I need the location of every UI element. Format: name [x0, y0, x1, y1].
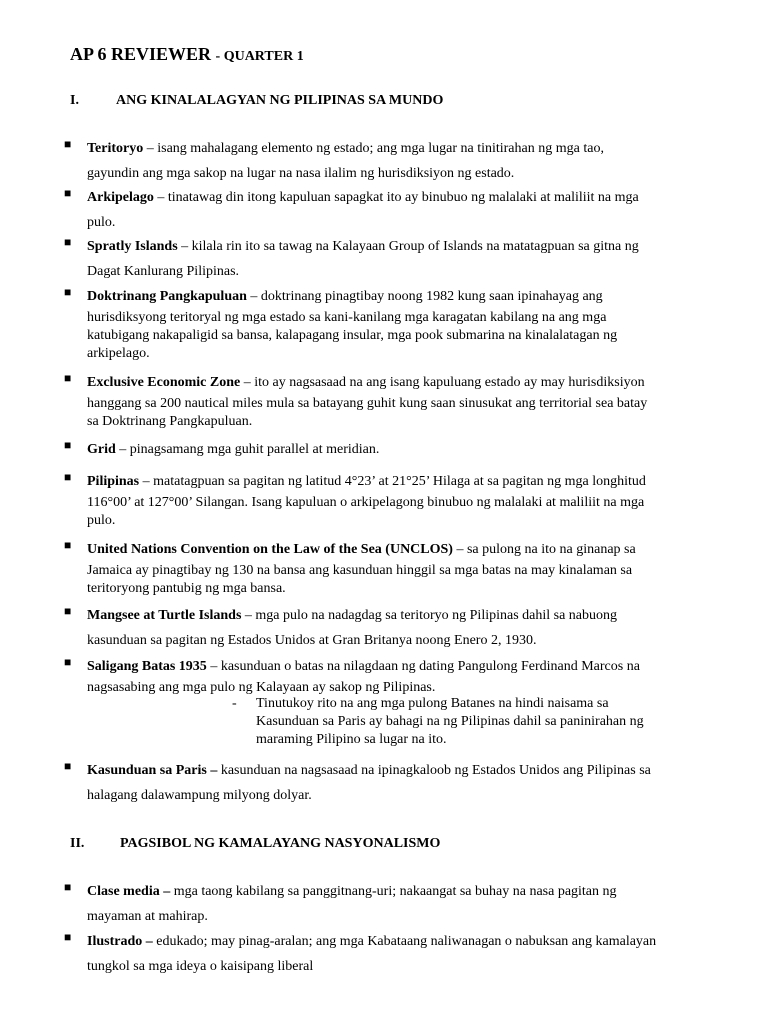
item-separator: –	[139, 474, 154, 489]
item-line: nagsasabing ang mga pulo ng Kalayaan ay sakop ng Pilipinas.	[87, 680, 436, 695]
item-separator: –	[240, 375, 255, 390]
item-separator: –	[143, 141, 158, 156]
list-item-ilustrado	[64, 929, 724, 979]
list-item-arkipelago	[64, 185, 724, 235]
list-item-teritoryo	[64, 136, 724, 186]
bullet-icon: ■	[64, 655, 72, 669]
title-text: AP 6 REVIEWER	[70, 44, 212, 64]
list-item-kasunduan-sa-paris	[64, 758, 724, 808]
item-line: sa Doktrinang Pangkapuluan.	[87, 414, 253, 429]
item-term: Grid	[87, 442, 116, 457]
bullet-icon: ■	[64, 604, 72, 618]
item-line: gayundin ang mga sakop na lugar na nasa ilalim ng hurisdiksiyon ng estado.	[87, 166, 515, 181]
item-line: mga pulo na nadagdag sa teritoryo ng Pilipinas dahil sa nabuong	[255, 608, 618, 623]
item-separator: –	[206, 659, 221, 674]
item-term: Mangsee at Turtle Islands	[87, 608, 242, 623]
item-term: Clase media –	[87, 884, 171, 899]
item-line: doktrinang pinagtibay noong 1982 kung saan ipinahayag ang	[260, 289, 603, 304]
item-line: ito ay nagsasaad na ang isang kapuluang estado ay may hurisdiksiyon	[254, 375, 645, 390]
bullet-icon: ■	[64, 371, 72, 385]
item-line: tinatawag din itong kapuluan sapagkat ito ay binubuo ng malalaki at maliliit na mga	[167, 190, 639, 205]
title-subtitle: - QUARTER 1	[215, 49, 304, 64]
item-separator: –	[452, 542, 467, 557]
list-item-saligang-batas-1935	[64, 654, 724, 697]
bullet-icon: ■	[64, 235, 72, 249]
item-term: Teritoryo	[87, 141, 144, 156]
item-line: pulo.	[87, 513, 116, 528]
list-item-mangsee-turtle-islands	[64, 603, 724, 653]
item-line: mga taong kabilang sa panggitnang-uri; nakaangat sa buhay na nasa pagitan ng	[173, 884, 617, 899]
bullet-icon: ■	[64, 538, 72, 552]
item-line: kasunduan o batas na nilagdaan ng dating Pangulong Ferdinand Marcos na	[220, 659, 640, 674]
note-line: maraming Pilipino sa lugar na ito.	[256, 732, 447, 747]
document-title	[70, 44, 304, 65]
item-line: kilala rin ito sa tawag na Kalayaan Group of Islands na matatagpuan sa gitna ng	[191, 239, 639, 254]
bullet-icon: ■	[64, 759, 72, 773]
bullet-icon: ■	[64, 880, 72, 894]
bullet-icon: ■	[64, 285, 72, 299]
bullet-icon: ■	[64, 438, 72, 452]
item-line: pulo.	[87, 215, 116, 230]
item-line: pinagsamang mga guhit parallel at meridian.	[129, 442, 380, 457]
item-line: tungkol sa mga ideya o kaisipang liberal	[87, 959, 314, 974]
item-line: Dagat Kanlurang Pilipinas.	[87, 264, 240, 279]
item-line: kasunduan na nagsasaad na ipinagkaloob ng Estados Unidos ang Pilipinas sa	[220, 763, 651, 778]
note-line: Tinutukoy rito na ang mga pulong Batanes na hindi naisama sa	[256, 696, 609, 711]
item-line: matatagpuan sa pagitan ng latitud 4°23’ at 21°25’ Hilaga at sa pagitan ng mga longhitud	[153, 474, 646, 489]
item-term: United Nations Convention on the Law of the Sea (UNCLOS)	[87, 542, 453, 557]
item-separator: –	[246, 289, 261, 304]
bullet-icon: ■	[64, 137, 72, 151]
list-item-unclos	[64, 537, 724, 598]
item-separator: –	[115, 442, 130, 457]
item-term: Kasunduan sa Paris –	[87, 763, 218, 778]
section-heading-2	[70, 836, 440, 852]
sub-note	[232, 695, 702, 749]
section-heading-1	[70, 93, 443, 109]
list-item-clase-media	[64, 879, 724, 929]
bullet-icon: ■	[64, 470, 72, 484]
item-line: Jamaica ay pinagtibay ng 130 na bansa ang kasunduan hinggil sa mga batas na may kinalaman sa	[87, 563, 633, 578]
item-term: Pilipinas	[87, 474, 140, 489]
item-term: Arkipelago	[87, 190, 154, 205]
item-term: Saligang Batas 1935	[87, 659, 207, 674]
list-item-exclusive-economic-zone	[64, 370, 724, 431]
list-item-pilipinas	[64, 469, 724, 530]
item-line: sa pulong na ito na ginanap sa	[466, 542, 636, 557]
item-separator: –	[177, 239, 192, 254]
list-item-grid	[64, 437, 724, 462]
note-line: Kasunduan sa Paris ay bahagi na ng Pilipinas dahil sa paninirahan ng	[256, 714, 644, 729]
item-line: isang mahalagang elemento ng estado; ang mga lugar na tinitirahan ng mga tao,	[157, 141, 604, 156]
item-term: Exclusive Economic Zone	[87, 375, 241, 390]
list-item-spratly-islands	[64, 234, 724, 284]
section-number: II.	[70, 836, 85, 851]
section-title: ANG KINALALAGYAN NG PILIPINAS SA MUNDO	[116, 93, 444, 108]
section-number: I.	[70, 93, 79, 108]
item-line: mayaman at mahirap.	[87, 909, 208, 924]
item-line: hurisdiksyong teritoryal ng mga estado sa kani-kanilang mga karagatan kabilang na ang mga	[87, 310, 607, 325]
item-line: edukado; may pinag-aralan; ang mga Kabataang naliwanagan o nabuksan ang kamalayan	[156, 934, 657, 949]
item-line: hanggang sa 200 nautical miles mula sa batayang guhit kung saan sinusukat ang territorial sea batay	[87, 396, 648, 411]
item-separator: –	[241, 608, 256, 623]
item-line: arkipelago.	[87, 346, 150, 361]
bullet-icon: ■	[64, 186, 72, 200]
item-term: Doktrinang Pangkapuluan	[87, 289, 247, 304]
item-term: Spratly Islands	[87, 239, 178, 254]
item-term: Ilustrado –	[87, 934, 153, 949]
item-line: halagang dalawampung milyong dolyar.	[87, 788, 312, 803]
item-line: katubigang nakapaligid sa bansa, kalapagang insular, mga pook submarina na kinalalatagan ng	[87, 328, 618, 343]
section-title: PAGSIBOL NG KAMALAYANG NASYONALISMO	[120, 836, 441, 851]
bullet-icon: ■	[64, 930, 72, 944]
item-line: kasunduan sa pagitan ng Estados Unidos at Gran Britanya noong Enero 2, 1930.	[87, 633, 537, 648]
dash-bullet: -	[232, 696, 237, 711]
list-item-doktrinang-pangkapuluan	[64, 284, 724, 363]
item-separator: –	[153, 190, 168, 205]
item-line: 116°00’ at 127°00’ Silangan. Isang kapuluan o arkipelagong binubuo ng malalaki at maliliit na mga	[87, 495, 645, 510]
item-line: teritoryong pantubig ng mga bansa.	[87, 581, 286, 596]
